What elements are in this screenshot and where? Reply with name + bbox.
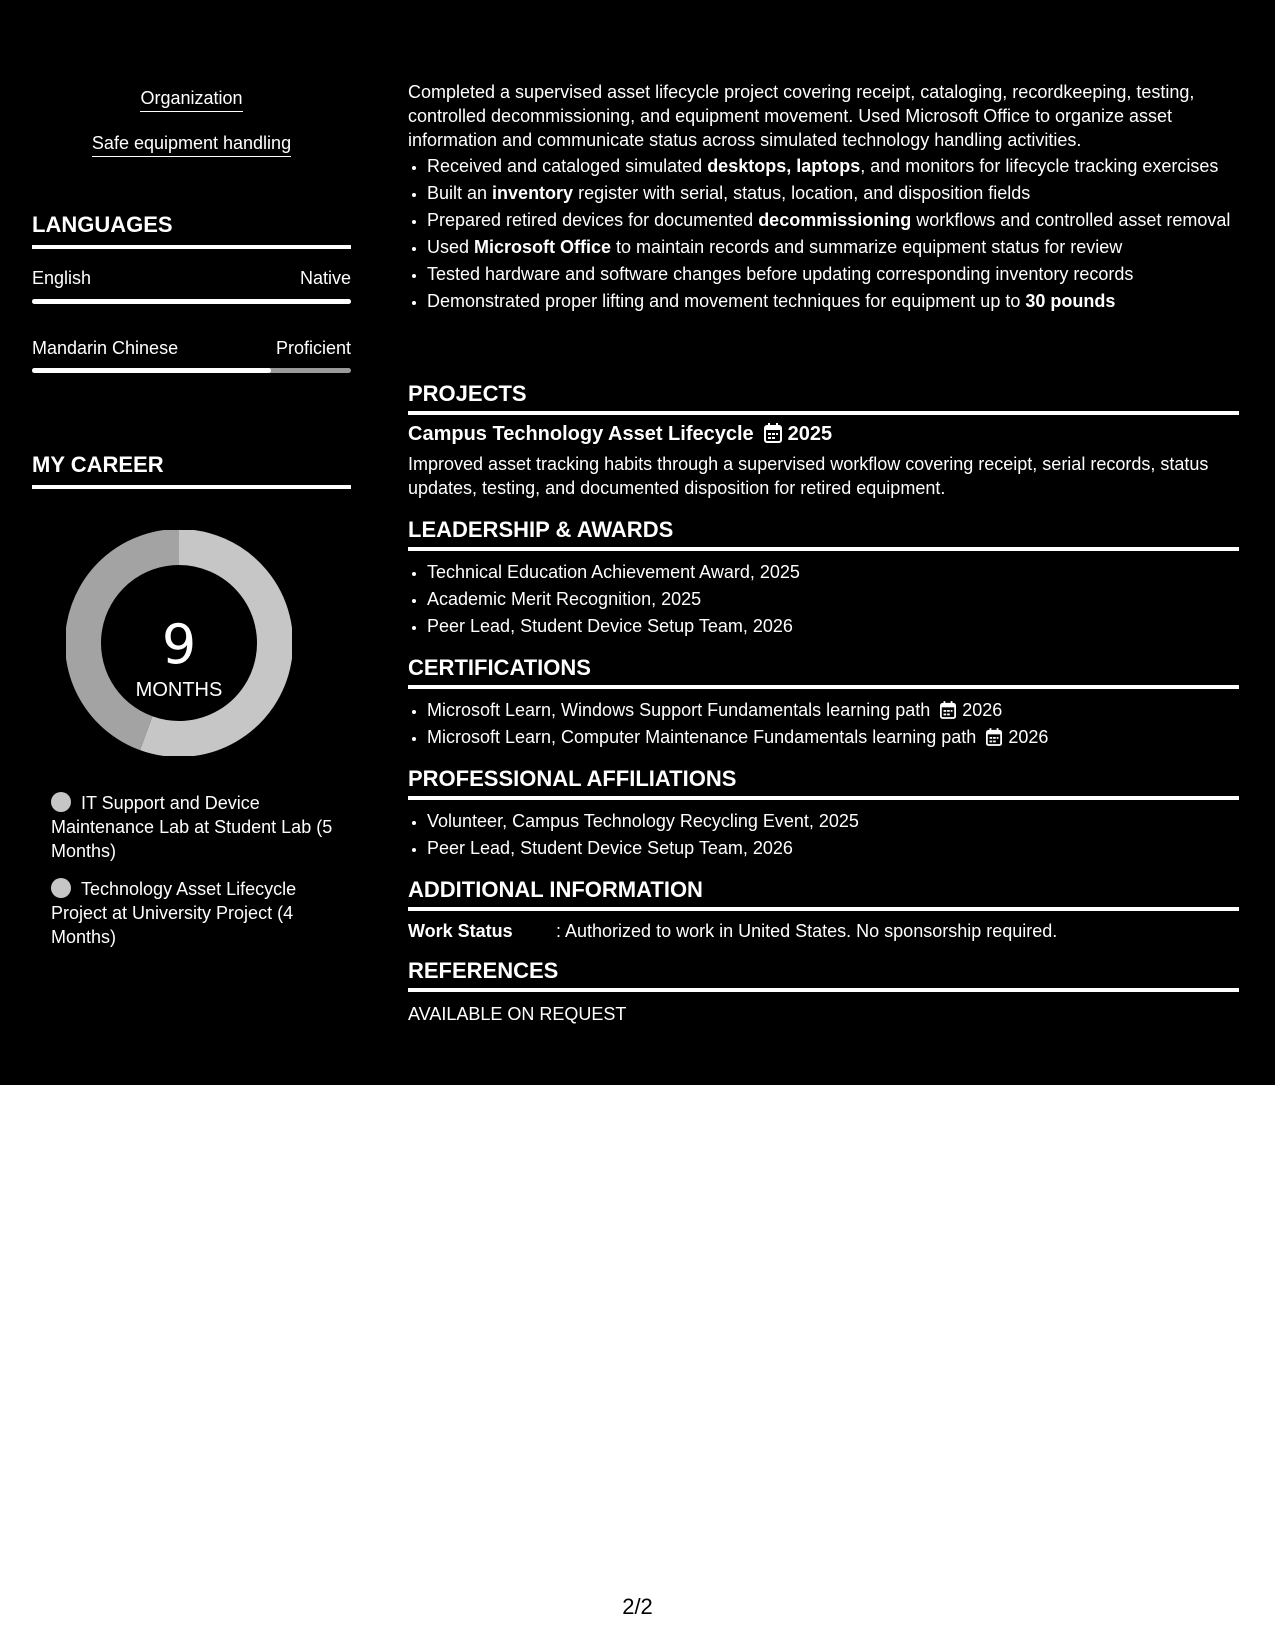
list-item: • Volunteer, Campus Technology Recycling Event, 2025: [427, 809, 1258, 833]
bullet-item: • Prepared retired devices for documented decommissioning workflows and controlled asset removal: [427, 208, 1258, 232]
bullet-item: • Tested hardware and software changes before updating corresponding inventory records: [427, 262, 1258, 286]
proficiency-fill: [32, 368, 271, 373]
references-text: AVAILABLE ON REQUEST: [408, 1004, 627, 1024]
career-item-text: Technology Asset Lifecycle Project at University Project (4 Months): [51, 879, 297, 947]
skill-label: Organization: [140, 88, 242, 112]
legend-dot-icon: [51, 878, 71, 898]
language-proficiency-bar: [32, 299, 351, 304]
references-heading: REFERENCES: [408, 958, 1239, 992]
affiliations-list: [408, 809, 1258, 863]
bullet-item: • Used Microsoft Office to maintain records and summarize equipment status for review: [427, 235, 1258, 259]
language-level: Native: [299, 268, 351, 288]
legend-dot-icon: [51, 792, 71, 812]
proficiency-fill: [32, 299, 351, 304]
page-number: 2/2: [622, 1594, 653, 1619]
certifications-heading: CERTIFICATIONS: [408, 655, 1239, 689]
work-status-value: : Authorized to work in United States. No sponsorship required.: [556, 921, 1058, 941]
career-heading: MY CAREER: [32, 451, 351, 489]
calendar-icon: [940, 701, 956, 719]
list-item: • Microsoft Learn, Computer Maintenance Fundamentals learning path 2026: [427, 725, 1258, 749]
leadership-heading: LEADERSHIP & AWARDS: [408, 517, 1239, 551]
calendar-icon: [986, 728, 1002, 746]
certifications-list: [408, 698, 1258, 752]
language-name: Mandarin Chinese: [32, 338, 179, 358]
bullet-item: • Demonstrated proper lifting and movement techniques for equipment up to 30 pounds: [427, 289, 1258, 313]
additional-info-heading: ADDITIONAL INFORMATION: [408, 877, 1239, 911]
career-item-text: IT Support and Device Maintenance Lab at Student Lab (5 Months): [51, 793, 333, 861]
skill-link-safe-handling[interactable]: [32, 133, 351, 154]
languages-heading: LANGUAGES: [32, 211, 351, 249]
career-donut-chart: [66, 530, 292, 756]
project-year: 2025: [787, 423, 833, 445]
work-status-label: Work Status: [408, 921, 513, 941]
leadership-list: [408, 560, 1258, 641]
career-item: [51, 877, 341, 949]
language-level: Proficient: [275, 338, 351, 358]
career-total-unit: MONTHS: [135, 679, 223, 701]
career-total-number: 9: [161, 613, 197, 676]
language-proficiency-bar: [32, 368, 351, 373]
project-title-row: [408, 421, 832, 447]
skill-label: Safe equipment handling: [92, 133, 291, 157]
calendar-icon: [764, 423, 782, 443]
list-item: • Academic Merit Recognition, 2025: [427, 587, 1258, 611]
projects-heading: PROJECTS: [408, 381, 1239, 415]
experience-bullets: [408, 154, 1258, 316]
bullet-item: • Received and cataloged simulated desktops, laptops, and monitors for lifecycle tracking exercises: [427, 154, 1258, 178]
work-status-row: [408, 919, 1239, 943]
list-item: • Microsoft Learn, Windows Support Fundamentals learning path 2026: [427, 698, 1258, 722]
bullet-item: • Built an inventory register with serial, status, location, and disposition fields: [427, 181, 1258, 205]
skill-link-organization[interactable]: [32, 88, 351, 109]
list-item: • Technical Education Achievement Award, 2025: [427, 560, 1258, 584]
list-item: • Peer Lead, Student Device Setup Team, 2026: [427, 836, 1258, 860]
career-item: [51, 791, 341, 863]
experience-summary: Completed a supervised asset lifecycle project covering receipt, cataloging, recordkeeping, testing, controlled decommissioning, and equipment movement. Used Microsoft Office to organize asset information and communicate status across simulated technology handling activities.: [408, 82, 1195, 150]
project-description: Improved asset tracking habits through a supervised workflow covering receipt, serial records, status updates, testing, and documented disposition for retired equipment.: [408, 454, 1209, 498]
affiliations-heading: PROFESSIONAL AFFILIATIONS: [408, 766, 1239, 800]
list-item: • Peer Lead, Student Device Setup Team, 2026: [427, 614, 1258, 638]
language-name: English: [32, 268, 92, 288]
project-title: Campus Technology Asset Lifecycle: [408, 423, 754, 445]
